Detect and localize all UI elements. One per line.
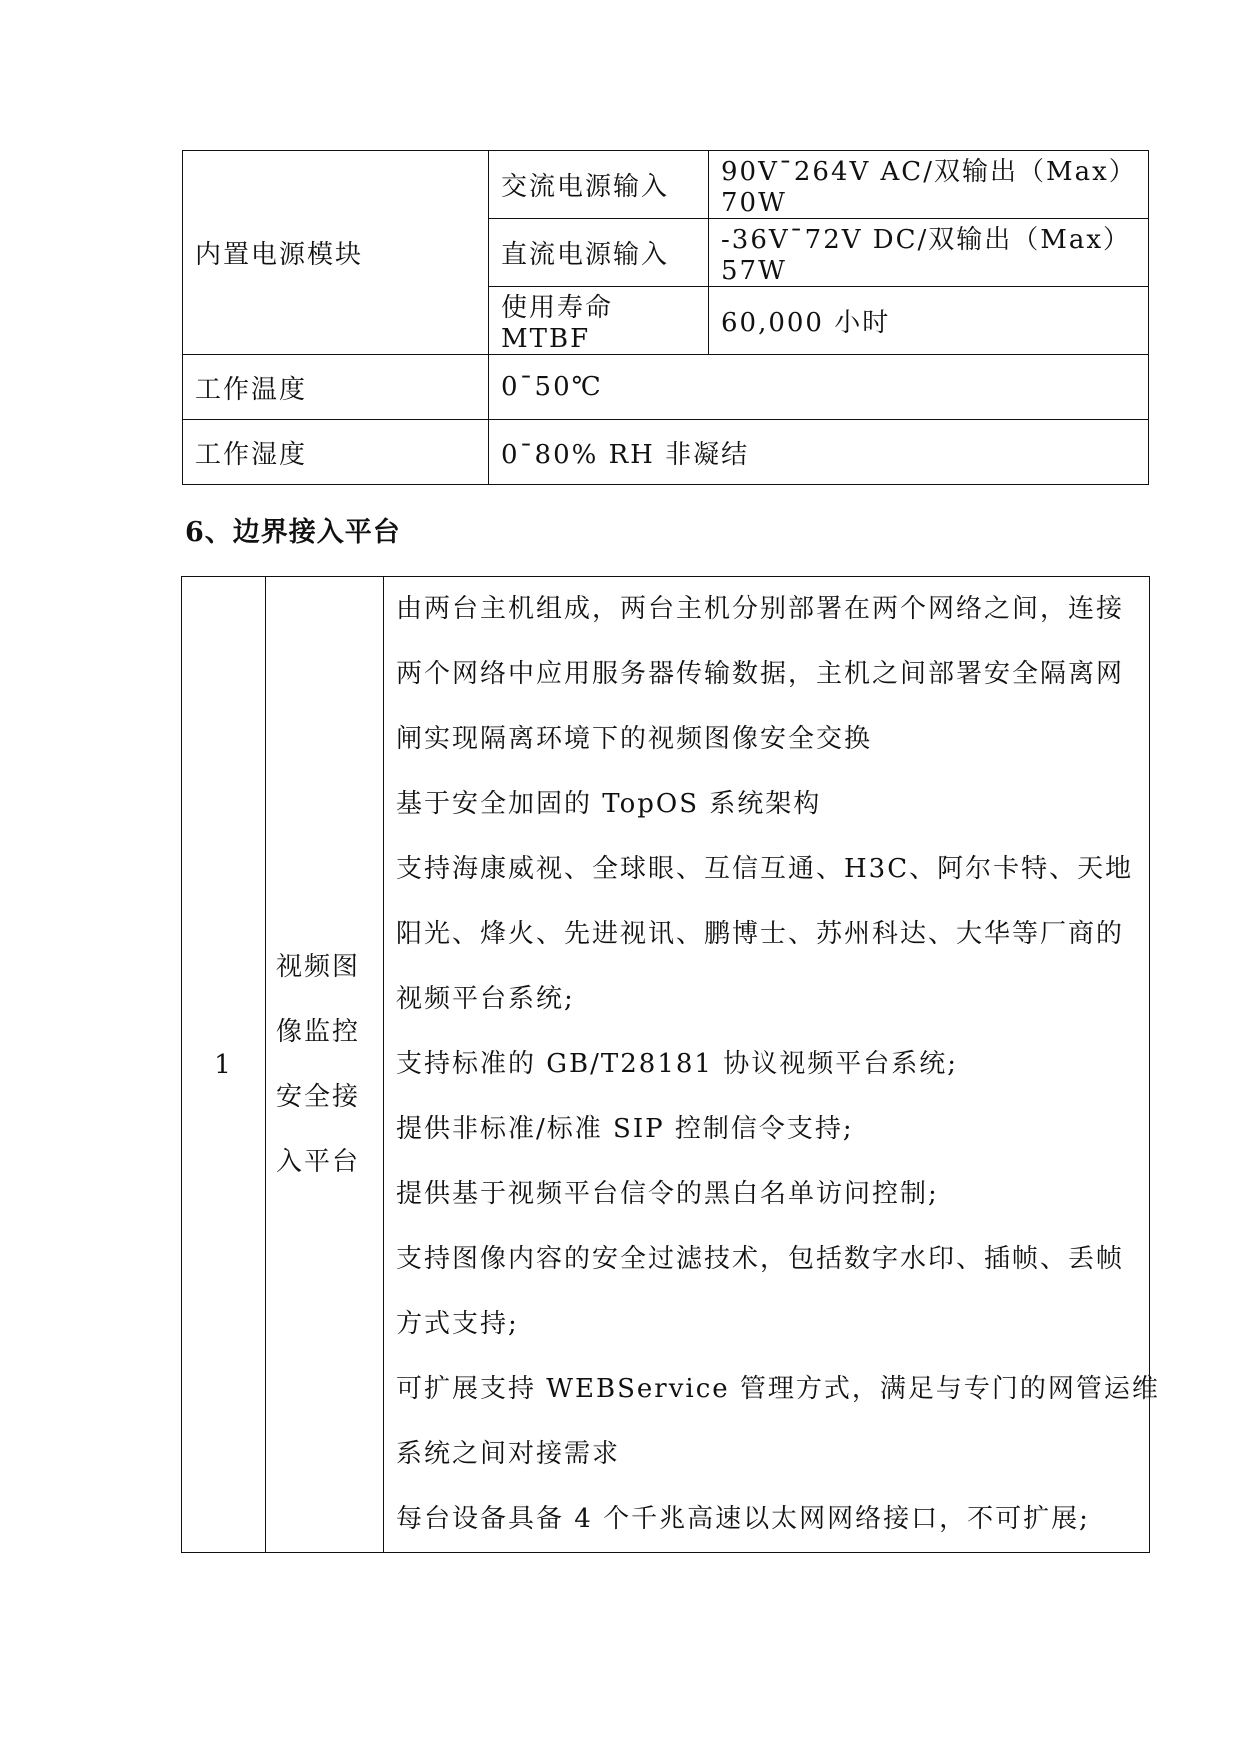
table-row [183, 355, 1149, 420]
description-line: 可扩展支持 WEBService 管理方式，满足与专门的网管运维 [396, 1374, 1160, 1404]
description-line: 闸实现隔离环境下的视频图像安全交换 [396, 724, 873, 754]
temp-label: 工作温度 [183, 355, 489, 420]
temp-value: 0¯50℃ [489, 355, 1149, 420]
description-line: 由两台主机组成，两台主机分别部署在两个网络之间，连接 [396, 594, 1125, 624]
product-name-line: 视频图 [276, 951, 361, 982]
humidity-label: 工作湿度 [183, 420, 489, 485]
description-line: 提供基于视频平台信令的黑白名单访问控制; [396, 1179, 939, 1209]
ac-input-value: 90V¯264V AC/双输出（Max）70W [709, 151, 1149, 219]
mtbf-label: 使用寿命 MTBF [489, 287, 709, 355]
description-line: 方式支持; [396, 1309, 519, 1339]
dc-input-value: -36V¯72V DC/双输出（Max）57W [709, 219, 1149, 287]
power-module-label: 内置电源模块 [183, 151, 489, 355]
description-line: 系统之间对接需求 [396, 1439, 621, 1469]
humidity-value: 0¯80% RH 非凝结 [489, 420, 1149, 485]
table-row [183, 151, 1149, 219]
table-row [182, 577, 1150, 1553]
description-line: 支持海康威视、全球眼、互信互通、H3C、阿尔卡特、天地 [396, 854, 1134, 884]
product-name [266, 577, 384, 1553]
product-name-line: 安全接 [276, 1081, 361, 1112]
description-line: 支持标准的 GB/T28181 协议视频平台系统; [396, 1049, 958, 1079]
product-name-line: 入平台 [276, 1146, 361, 1177]
table-row [183, 420, 1149, 485]
description-line: 视频平台系统; [396, 984, 575, 1014]
product-name-line: 像监控 [276, 1016, 361, 1047]
mtbf-value: 60,000 小时 [709, 287, 1149, 355]
dc-input-label: 直流电源输入 [489, 219, 709, 287]
description-line: 每台设备具备 4 个千兆高速以太网网络接口，不可扩展; [396, 1504, 1090, 1534]
description-line: 支持图像内容的安全过滤技术，包括数字水印、插帧、丢帧 [396, 1244, 1125, 1274]
row-index: 1 [182, 577, 266, 1553]
description-line: 提供非标准/标准 SIP 控制信令支持; [396, 1114, 854, 1144]
section-heading: 6、边界接入平台 [185, 517, 401, 548]
ac-input-label: 交流电源输入 [489, 151, 709, 219]
product-description [384, 577, 1160, 1553]
description-line: 基于安全加固的 TopOS 系统架构 [396, 789, 822, 819]
power-spec-table [182, 150, 1149, 485]
product-spec-table [181, 576, 1160, 1553]
description-line: 阳光、烽火、先进视讯、鹏博士、苏州科达、大华等厂商的 [396, 919, 1125, 949]
description-line: 两个网络中应用服务器传输数据，主机之间部署安全隔离网 [396, 659, 1125, 689]
